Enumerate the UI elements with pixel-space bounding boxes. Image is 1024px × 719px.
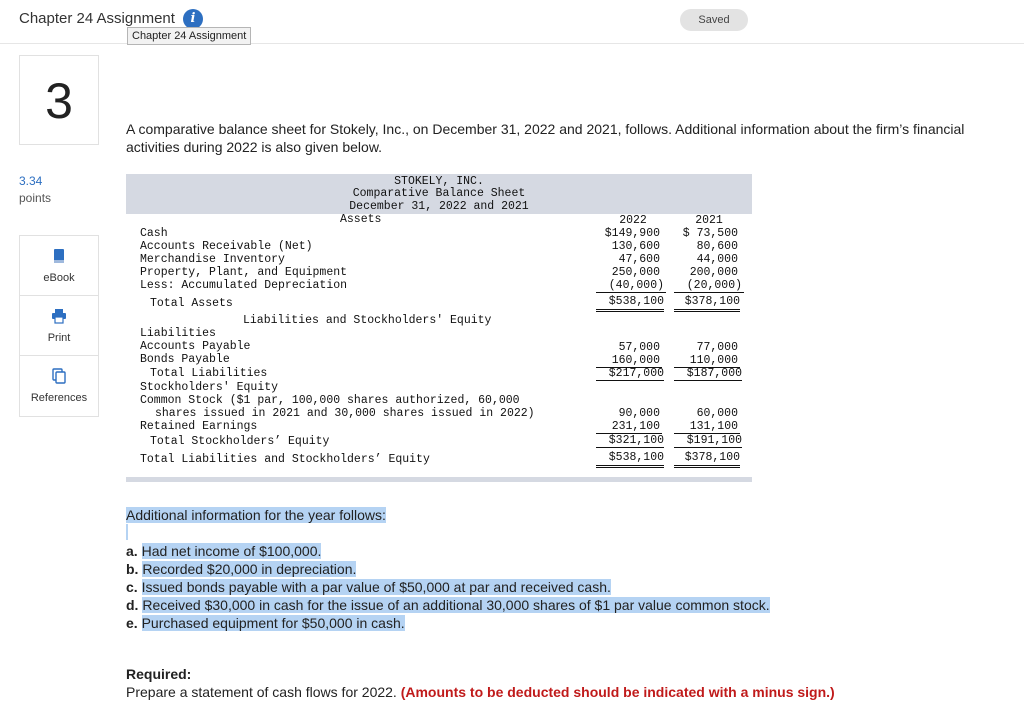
row-label: Cash [140, 227, 168, 240]
cell-2022: (40,000) [596, 279, 666, 293]
list-item: c. Issued bonds payable with a par value of $50,000 at par and received cash. [126, 579, 611, 595]
cell-2021: 44,000 [696, 253, 738, 266]
common-stock-2021: 60,000 [696, 407, 738, 420]
total-assets-2022: $538,100 [596, 295, 664, 312]
total-liabilities-equity-label: Total Liabilities and Stockholders’ Equity [140, 453, 430, 466]
assignment-header [0, 0, 1024, 44]
assets-heading: Assets [340, 213, 382, 226]
total-equity-2022: $321,100 [596, 434, 664, 448]
print-label: Print [47, 332, 71, 344]
equity-heading: Stockholders' Equity [140, 381, 279, 394]
print-button[interactable] [20, 296, 98, 356]
minus-sign-note: (Amounts to be deducted should be indicated with a minus sign.) [400, 684, 835, 700]
printer-icon [51, 308, 67, 324]
ebook-label: eBook [43, 272, 75, 284]
total-liabilities-equity-2022: $538,100 [596, 451, 664, 468]
total-liabilities-2021: $187,000 [674, 367, 742, 381]
row-label: Accounts Payable [140, 340, 251, 353]
cell-2022: 160,000 [596, 354, 662, 368]
total-equity-label: Total Stockholders’ Equity [150, 435, 330, 448]
total-liabilities-label: Total Liabilities [150, 367, 268, 380]
retained-earnings-2021: 131,100 [674, 420, 740, 434]
list-item: b. Recorded $20,000 in depreciation. [126, 561, 357, 577]
company-name: STOKELY, INC. [394, 175, 484, 188]
liabilities-heading: Liabilities [140, 327, 216, 340]
additional-info-list [126, 542, 770, 632]
balance-sheet-table [126, 174, 752, 482]
total-liabilities-equity-2021: $378,100 [674, 451, 740, 468]
list-item: a. Had net income of $100,000. [126, 543, 322, 559]
question-intro: A comparative balance sheet for Stokely, Inc., on December 31, 2022 and 2021, follows. Additional information about the firm’s financial activities during 2022 is also given below. [126, 121, 965, 155]
required-label: Required: [126, 666, 192, 682]
additional-info-heading: Additional information for the year follows: [126, 507, 386, 523]
list-item: e. Purchased equipment for $50,000 in cash. [126, 615, 405, 631]
common-stock-label: Common Stock ($1 par, 100,000 shares authorized, 60,000 [140, 394, 520, 407]
cell-2022: 130,600 [611, 240, 660, 253]
total-assets-label: Total Assets [150, 297, 233, 310]
row-label: Bonds Payable [140, 353, 230, 366]
cell-2022: 47,600 [618, 253, 660, 266]
retained-earnings-label: Retained Earnings [140, 420, 258, 433]
row-label: Accounts Receivable (Net) [140, 240, 313, 253]
row-label: Merchandise Inventory [140, 253, 285, 266]
title-tooltip: Chapter 24 Assignment [127, 27, 251, 45]
statement-title: Comparative Balance Sheet [352, 187, 526, 200]
common-stock-2022: 90,000 [618, 407, 660, 420]
side-toolbar [19, 235, 99, 417]
cell-2021: 200,000 [689, 266, 738, 279]
total-liabilities-2022: $217,000 [596, 367, 664, 381]
info-icon[interactable]: i [183, 9, 203, 29]
book-icon [51, 248, 67, 264]
balance-sheet-footer-band [126, 477, 752, 482]
cell-2021: 80,600 [696, 240, 738, 253]
points-value: 3.34 [19, 174, 43, 188]
references-label: References [30, 392, 88, 404]
common-stock-label-continued: shares issued in 2021 and 30,000 shares issued in 2022) [155, 407, 535, 420]
assignment-title: Chapter 24 Assignment [19, 10, 175, 27]
saved-status-badge: Saved [680, 9, 748, 31]
year-2022-header: 2022 [619, 214, 647, 227]
cell-2022: 250,000 [611, 266, 660, 279]
cell-2021: 110,000 [674, 354, 740, 368]
cell-2021: $ 73,500 [682, 227, 738, 240]
copy-icon [51, 368, 67, 384]
cell-2022: 57,000 [618, 341, 660, 354]
retained-earnings-2022: 231,100 [596, 420, 662, 434]
required-instruction: Prepare a statement of cash flows for 2022. (Amounts to be deducted should be indicated with a minus sign.) [126, 684, 835, 700]
references-button[interactable] [20, 356, 98, 416]
selection-caret [126, 524, 128, 540]
list-item: d. Received $30,000 in cash for the issue of an additional 30,000 shares of $1 par value common stock. [126, 597, 770, 613]
points-label: points [19, 191, 52, 205]
row-label: Less: Accumulated Depreciation [140, 279, 348, 292]
total-equity-2021: $191,100 [674, 434, 742, 448]
ebook-button[interactable] [20, 236, 98, 296]
row-label: Property, Plant, and Equipment [140, 266, 348, 279]
year-2021-header: 2021 [695, 214, 723, 227]
cell-2021: (20,000) [674, 279, 744, 293]
liabilities-equity-heading: Liabilities and Stockholders' Equity [243, 314, 492, 327]
cell-2021: 77,000 [696, 341, 738, 354]
cell-2022: $149,900 [604, 227, 660, 240]
statement-date: December 31, 2022 and 2021 [349, 200, 529, 213]
question-number: 3 [19, 55, 99, 145]
total-assets-2021: $378,100 [674, 295, 740, 312]
